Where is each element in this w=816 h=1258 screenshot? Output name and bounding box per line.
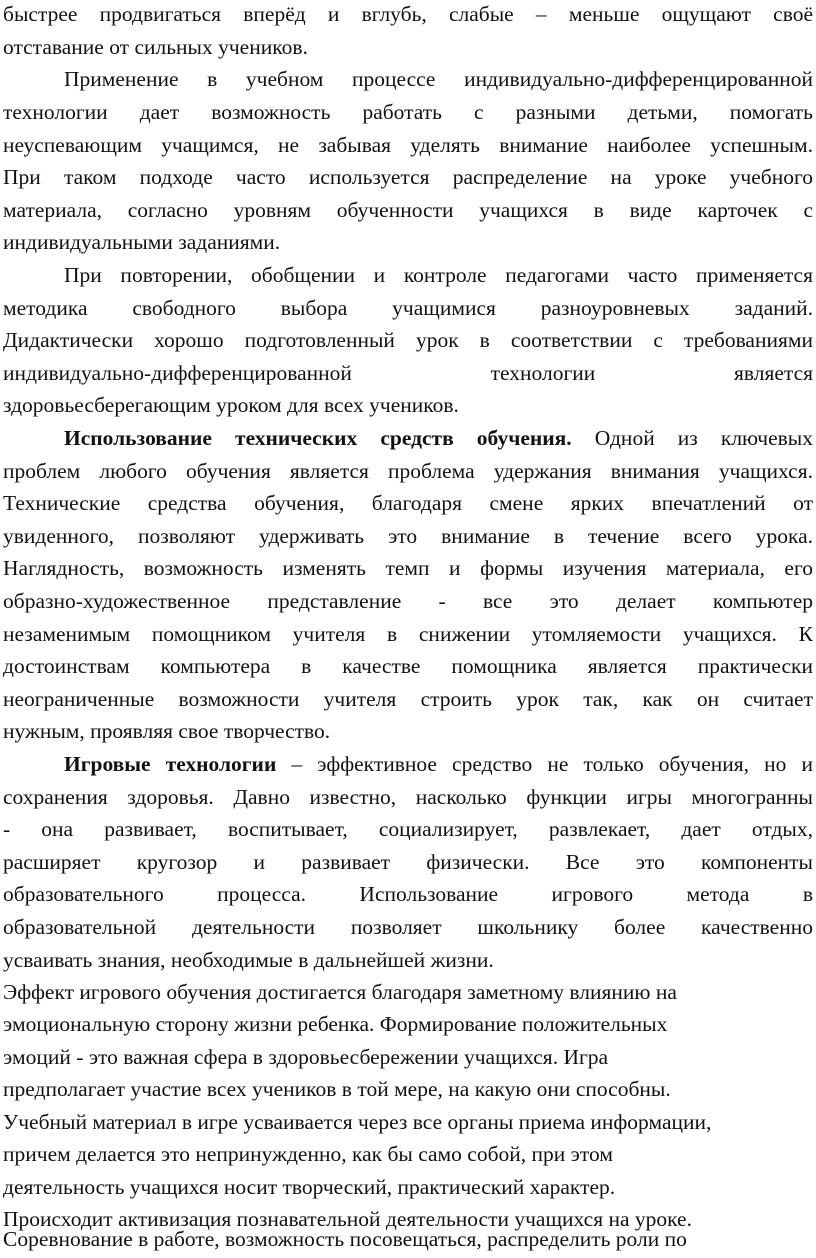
- text-line: сохранения здоровья. Давно известно, насколько функции игры многогранны: [3, 785, 813, 809]
- text-line: усваивать знания, необходимые в дальнейшей жизни.: [3, 948, 494, 972]
- text-line: индивидуально-дифференцированной технологии является: [3, 361, 813, 385]
- text-line: Происходит активизация познавательной деятельности учащихся на уроке.: [3, 1207, 692, 1231]
- text-line: Дидактически хорошо подготовленный урок в соответствии с требованиями: [3, 328, 813, 352]
- text-line: - она развивает, воспитывает, социализирует, развлекает, дает отдых,: [3, 817, 813, 841]
- text-line: неограниченные возможности учителя строить урок так, как он считает: [3, 687, 813, 711]
- text-line: нужным, проявляя свое творчество.: [3, 719, 331, 743]
- text-fragment: – эффективное средство не только обучения, но и: [291, 752, 813, 776]
- text-line: При повторении, обобщении и контроле педагогами часто применяется: [64, 263, 813, 287]
- text-line: Применение в учебном процессе индивидуально-дифференцированной: [64, 67, 813, 91]
- text-line: технологии дает возможность работать с разными детьми, помогать: [3, 100, 813, 124]
- text-line: деятельность учащихся носит творческий, практический характер.: [3, 1175, 616, 1199]
- text-line: предполагает участие всех учеников в той мере, на какую они способны.: [3, 1077, 671, 1101]
- text-line: быстрее продвигаться вперёд и вглубь, слабые – меньше ощущают своё: [3, 2, 813, 26]
- text-line: методика свободного выбора учащимися разноуровневых заданий.: [3, 296, 813, 320]
- text-line: расширяет кругозор и развивает физически. Все это компоненты: [3, 850, 813, 874]
- text-line: Соревнование в работе, возможность посовещаться, распределить роли по: [3, 1227, 687, 1251]
- text-line: образовательной деятельности позволяет школьнику более качественно: [3, 915, 813, 939]
- heading-technical-means: Использование технических средств обучения.: [64, 426, 572, 450]
- text-line: образовательного процесса. Использование игрового метода в: [3, 882, 813, 906]
- text-line: индивидуальными заданиями.: [3, 230, 281, 254]
- text-line: здоровьесберегающим уроком для всех учеников.: [3, 393, 459, 417]
- text-line: Эффект игрового обучения достигается благодаря заметному влиянию на: [3, 980, 677, 1004]
- text-line: незаменимым помощником учителя в снижении утомляемости учащихся. К: [3, 622, 813, 646]
- text-line: Технические средства обучения, благодаря смене ярких впечатлений от: [3, 491, 813, 515]
- text-line: неуспевающим учащимся, не забывая уделять внимание наиболее успешным.: [3, 133, 813, 157]
- text-line: отставание от сильных учеников.: [3, 35, 308, 59]
- section-heading-line: [64, 426, 813, 451]
- text-line: образно-художественное представление - все это делает компьютер: [3, 589, 813, 613]
- text-line: Наглядность, возможность изменять темп и формы изучения материала, его: [3, 556, 813, 580]
- text-fragment: Одной из ключевых: [594, 426, 813, 450]
- text-line: эмоциональную сторону жизни ребенка. Формирование положительных: [3, 1012, 668, 1036]
- text-line: эмоций - это важная сфера в здоровьесбережении учащихся. Игра: [3, 1045, 609, 1069]
- section-heading-line: [64, 752, 813, 777]
- heading-game-technologies: Игровые технологии: [64, 752, 277, 776]
- text-line: При таком подходе часто используется распределение на уроке учебного: [3, 165, 813, 189]
- text-line: увиденного, позволяют удерживать это внимание в течение всего урока.: [3, 524, 813, 548]
- text-line: достоинствам компьютера в качестве помощника является практически: [3, 654, 813, 678]
- text-line: Учебный материал в игре усваивается через все органы приема информации,: [3, 1110, 712, 1134]
- text-line: причем делается это непринужденно, как бы само собой, при этом: [3, 1142, 613, 1166]
- text-line: материала, согласно уровням обученности учащихся в виде карточек с: [3, 198, 813, 222]
- text-line: проблем любого обучения является проблема удержания внимания учащихся.: [3, 459, 813, 483]
